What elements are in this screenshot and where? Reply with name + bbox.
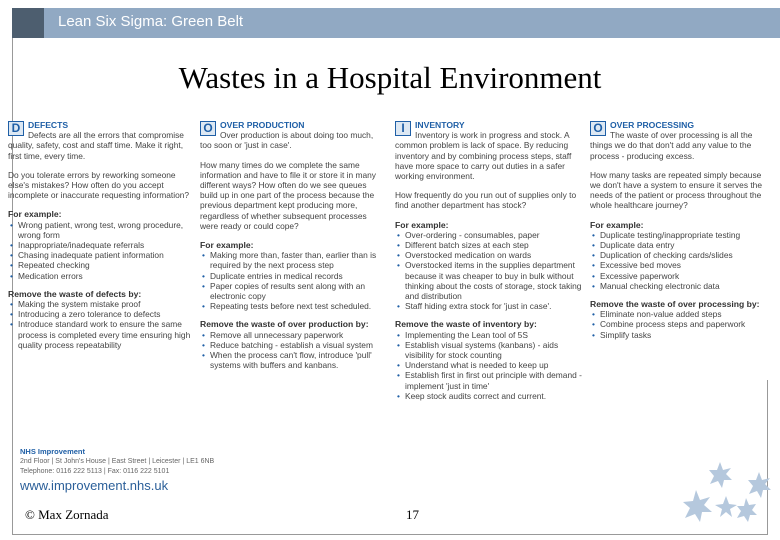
footer-url: www.improvement.nhs.uk xyxy=(20,478,169,493)
example-item: • Repeated checking xyxy=(8,260,193,270)
example-item: • Overstocked items in the supplies department because it was cheaper to buy in bulk without thinking about the costs of storage, stock taking and distribution xyxy=(395,260,583,301)
remove-item: • Remove all unnecessary paperwork xyxy=(200,330,385,340)
example-item: • Excessive bed moves xyxy=(590,260,770,270)
course-header: Lean Six Sigma: Green Belt xyxy=(44,8,780,38)
waste-heading: OVER PRODUCTION xyxy=(220,120,305,130)
stars-decoration-icon xyxy=(676,460,776,530)
example-item: • Duplicate entries in medical records xyxy=(200,271,385,281)
example-item: • Manual checking electronic data xyxy=(590,281,770,291)
remove-item: • Introduce standard work to ensure the same process is completed every time ensuring high quality process repeatability xyxy=(8,319,193,350)
remove-item: • Establish visual systems (kanbans) - aids visibility for stock counting xyxy=(395,340,583,360)
remove-item: • Simplify tasks xyxy=(590,330,770,340)
remove-heading: Remove the waste of over production by: xyxy=(200,319,369,330)
waste-intro: Defects are all the errors that compromise quality, safety, cost and staff time. Make it right, first time, every time. xyxy=(8,130,184,161)
waste-letter-badge: O xyxy=(590,121,606,136)
example-item: • Over-ordering - consumables, paper xyxy=(395,230,583,240)
waste-intro: Inventory is work in progress and stock. A common problem is lack of space. By reducing inventory and by combining process steps, staff have more space to carry out duties in a safer working environment. xyxy=(395,130,572,182)
waste-heading: DEFECTS xyxy=(28,120,69,130)
remove-item: • Eliminate non-value added steps xyxy=(590,309,770,319)
example-item: • Overstocked medication on wards xyxy=(395,250,583,260)
page-number: 17 xyxy=(406,507,419,522)
copyright: © Max Zornada xyxy=(25,507,109,522)
remove-item: • Implementing the Lean tool of 5S xyxy=(395,330,583,340)
waste-column-defects xyxy=(8,120,193,358)
remove-item: • When the process can't flow, introduce 'pull' systems with buffers and kanbans. xyxy=(200,350,385,370)
example-heading: For example: xyxy=(8,209,62,220)
star-icon xyxy=(715,496,737,517)
footer-phone: Telephone: 0116 222 5113 | Fax: 0116 222 5101 xyxy=(20,468,170,475)
waste-column-over-production xyxy=(200,120,385,378)
example-item: • Excessive paperwork xyxy=(590,271,770,281)
star-icon xyxy=(737,498,757,522)
remove-item: • Understand what is needed to keep up xyxy=(395,360,583,370)
remove-item: • Combine process steps and paperwork xyxy=(590,319,770,329)
example-item: • Repeating tests before next test scheduled. xyxy=(200,301,385,311)
example-item: • Medication errors xyxy=(8,271,193,281)
waste-intro: Over production is about doing too much, too soon or 'just in case'. xyxy=(200,130,374,151)
star-icon xyxy=(709,462,732,488)
example-item: • Duplicate testing/inappropriate testing xyxy=(590,230,770,240)
waste-letter-badge: D xyxy=(8,121,24,136)
footer-org: NHS Improvement xyxy=(20,447,86,456)
waste-question: How frequently do you run out of supplies only to find another department has stock? xyxy=(395,190,577,211)
remove-item: • Keep stock audits correct and current. xyxy=(395,391,583,401)
waste-column-inventory xyxy=(395,120,583,409)
remove-item: • Introducing a zero tolerance to defects xyxy=(8,309,193,319)
example-item: • Duplication of checking cards/slides xyxy=(590,250,770,260)
example-item: • Wrong patient, wrong test, wrong procedure, wrong form xyxy=(8,220,193,240)
remove-heading: Remove the waste of over processing by: xyxy=(590,299,760,310)
waste-question: How many times do we complete the same information and have to file it or store it in many different ways? How often do we see queues build up in one part of the process because the previous department kept producing more, regardless of whether subsequent processes were ready or could cope? xyxy=(200,159,376,231)
example-heading: For example: xyxy=(395,219,449,230)
example-heading: For example: xyxy=(590,219,644,230)
example-item: • Inappropriate/inadequate referrals xyxy=(8,240,193,250)
star-icon xyxy=(683,490,712,522)
waste-letter-badge: I xyxy=(395,121,411,136)
waste-intro: The waste of over processing is all the things we do that don't add any value to the process - producing excess. xyxy=(590,130,753,161)
waste-heading: OVER PROCESSING xyxy=(610,120,695,130)
remove-item: • Establish first in first out principle with demand - implement 'just in time' xyxy=(395,370,583,390)
example-item: • Paper copies of results sent along with an electronic copy xyxy=(200,281,385,301)
bottom-border xyxy=(12,534,768,535)
waste-letter-badge: O xyxy=(200,121,216,136)
waste-column-over-processing xyxy=(590,120,770,348)
example-item: • Staff hiding extra stock for 'just in case'. xyxy=(395,301,583,311)
waste-heading: INVENTORY xyxy=(415,120,465,130)
example-item: • Chasing inadequate patient information xyxy=(8,250,193,260)
slide-title: Wastes in a Hospital Environment xyxy=(178,60,602,95)
waste-question: Do you tolerate errors by reworking someone else's mistakes? How often do you accept incomplete or inaccurate requesting information? xyxy=(8,169,190,201)
star-icon xyxy=(748,472,771,498)
footer-address: 2nd Floor | St John's House | East Street | Leicester | LE1 6NB xyxy=(20,458,215,465)
example-heading: For example: xyxy=(200,240,254,251)
remove-heading: Remove the waste of inventory by: xyxy=(395,319,537,330)
nhs-footer xyxy=(20,447,214,491)
waste-question: How many tasks are repeated simply because we don't have a system to ensure it serves the needs of the patient or process throughout the whole healthcare journey? xyxy=(590,169,762,211)
remove-item: • Making the system mistake proof xyxy=(8,299,193,309)
example-item: • Duplicate data entry xyxy=(590,240,770,250)
example-item: • Different batch sizes at each step xyxy=(395,240,583,250)
example-item: • Making more than, faster than, earlier than is required by the next process step xyxy=(200,250,385,270)
remove-heading: Remove the waste of defects by: xyxy=(8,288,142,299)
remove-item: • Reduce batching - establish a visual system xyxy=(200,340,385,350)
header-accent-block xyxy=(12,8,44,38)
